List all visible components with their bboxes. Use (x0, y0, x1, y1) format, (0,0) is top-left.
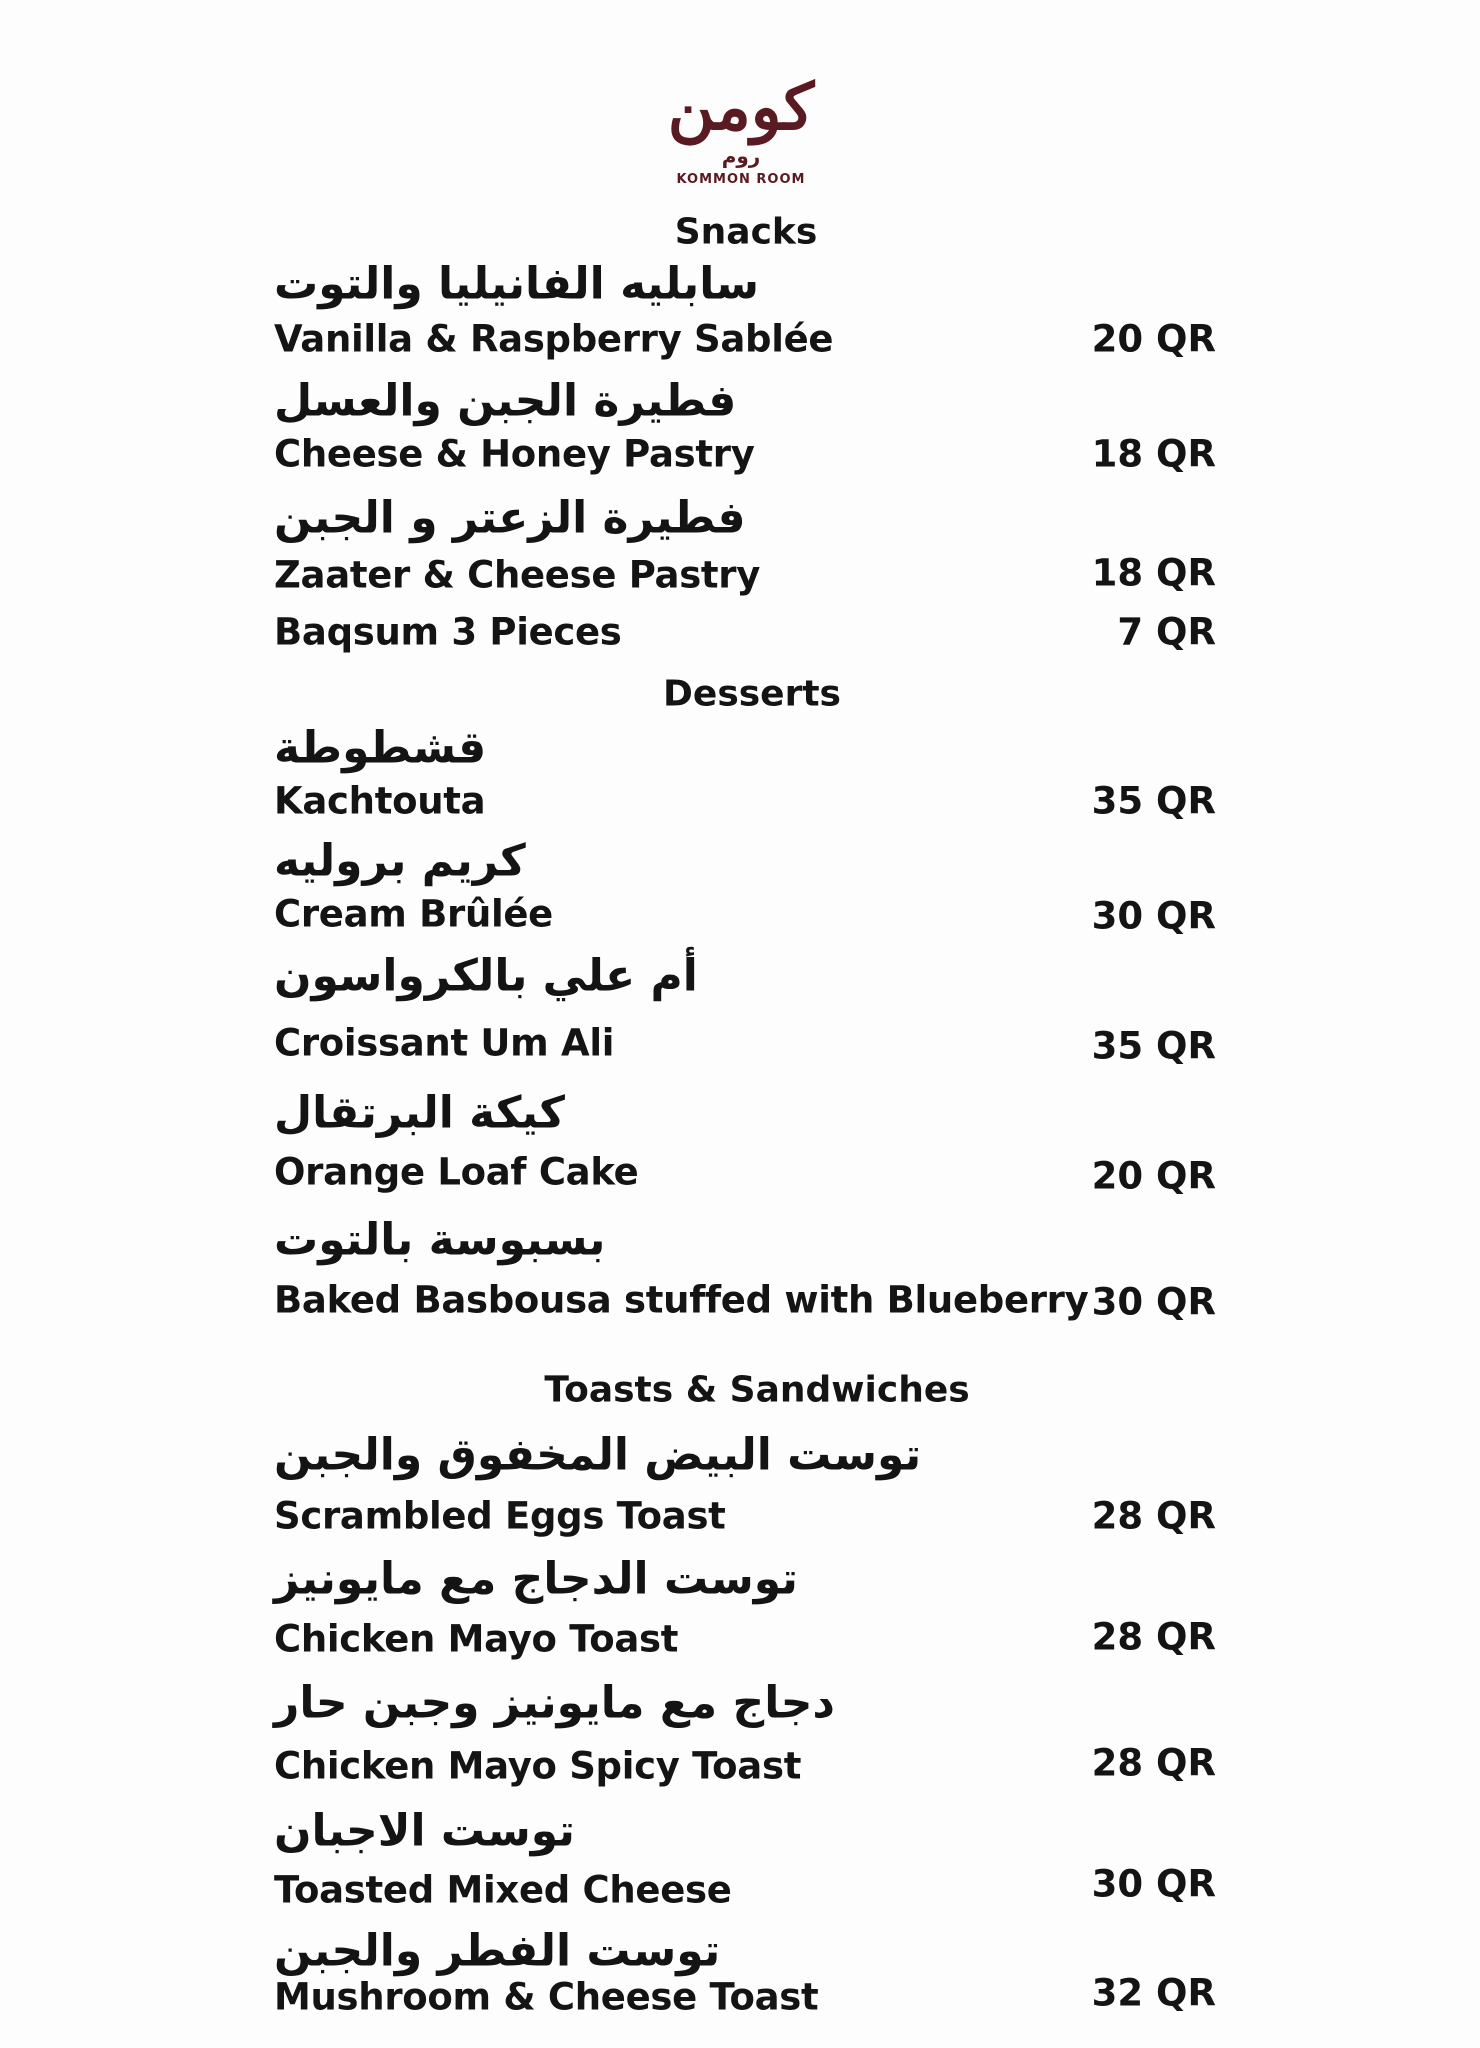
item-price: 32 QR (1091, 1971, 1216, 2015)
item-arabic-name: توست البيض المخفوق والجبن (274, 1429, 922, 1481)
item-english-name: Cream Brûlée (274, 892, 553, 936)
item-price: 28 QR (1091, 1494, 1216, 1538)
item-arabic-name: توست الفطر والجبن (274, 1925, 721, 1977)
item-english-name: Zaater & Cheese Pastry (274, 553, 761, 597)
brand-logo (641, 70, 841, 200)
item-arabic-name: فطيرة الزعتر و الجبن (274, 492, 746, 544)
item-english-name: Croissant Um Ali (274, 1021, 615, 1065)
item-english-name: Baked Basbousa stuffed with Blueberry (274, 1278, 1089, 1322)
item-price: 18 QR (1091, 551, 1216, 595)
item-arabic-name: فطيرة الجبن والعسل (274, 375, 737, 427)
item-english-name: Chicken Mayo Toast (274, 1617, 679, 1661)
logo-latin: KOMMON ROOM (676, 172, 806, 187)
item-english-name: Cheese & Honey Pastry (274, 432, 755, 476)
item-price: 30 QR (1091, 894, 1216, 938)
item-price: 30 QR (1091, 1280, 1216, 1324)
item-arabic-name: توست الدجاج مع مايونيز (274, 1553, 798, 1605)
item-english-name: Toasted Mixed Cheese (274, 1868, 732, 1912)
item-arabic-name: كيكة البرتقال (274, 1087, 565, 1139)
item-arabic-name: توست الاجبان (274, 1805, 575, 1857)
item-arabic-name: بسبوسة بالتوت (274, 1214, 606, 1266)
section-heading: Snacks (674, 211, 818, 253)
item-price: 20 QR (1091, 317, 1216, 361)
item-english-name: Vanilla & Raspberry Sablée (274, 317, 834, 361)
item-price: 18 QR (1091, 432, 1216, 476)
item-price: 35 QR (1091, 1024, 1216, 1068)
item-price: 20 QR (1091, 1154, 1216, 1198)
item-arabic-name: قشطوطة (274, 722, 487, 774)
item-price: 35 QR (1091, 779, 1216, 823)
item-english-name: Kachtouta (274, 779, 486, 823)
item-arabic-name: كريم بروليه (274, 835, 526, 887)
item-price: 7 QR (1117, 610, 1216, 654)
logo-arabic: كومن (667, 70, 815, 145)
item-arabic-name: سابليه الفانيليا والتوت (274, 258, 759, 310)
item-english-name: Orange Loaf Cake (274, 1150, 639, 1194)
item-english-name: Scrambled Eggs Toast (274, 1494, 726, 1538)
item-price: 28 QR (1091, 1615, 1216, 1659)
item-english-name: Mushroom & Cheese Toast (274, 1975, 819, 2019)
item-price: 30 QR (1091, 1862, 1216, 1906)
item-arabic-name: أم علي بالكرواسون (274, 950, 698, 1002)
section-heading: Toasts & Sandwiches (544, 1369, 970, 1411)
section-heading: Desserts (663, 673, 841, 715)
item-english-name: Baqsum 3 Pieces (274, 610, 622, 654)
item-arabic-name: دجاج مع مايونيز وجبن حار (274, 1677, 835, 1729)
item-price: 28 QR (1091, 1741, 1216, 1785)
item-english-name: Chicken Mayo Spicy Toast (274, 1744, 802, 1788)
logo-arabic-sub: روم (721, 144, 761, 168)
